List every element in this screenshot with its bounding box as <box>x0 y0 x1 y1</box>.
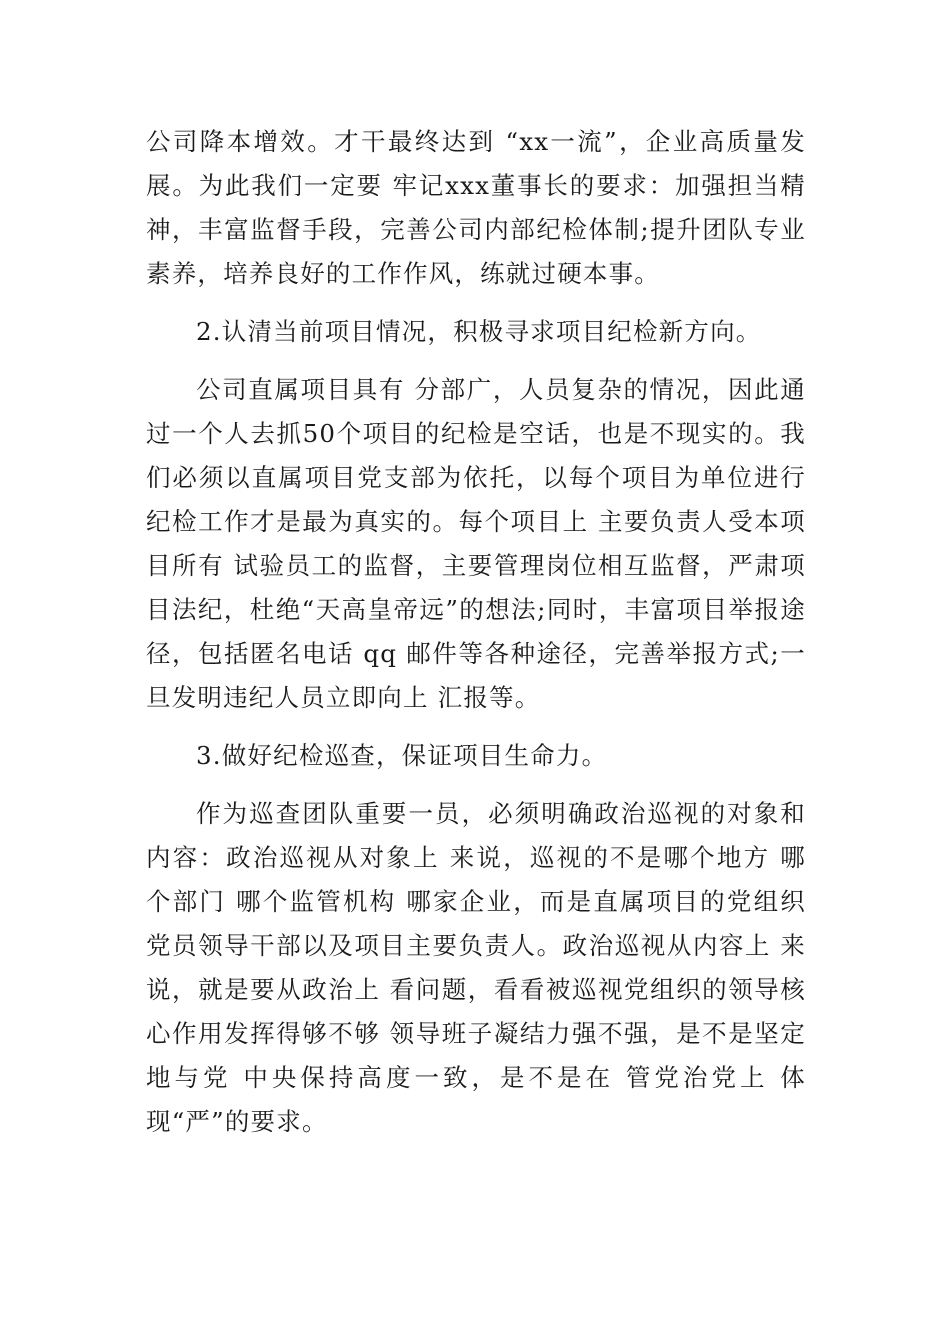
document-page <box>146 120 806 1144</box>
section-heading-3: 3.做好纪检巡查，保证项目生命力。 <box>196 741 608 770</box>
paragraph-inspection: 作为巡查团队重要一员，必须明确政治巡视的对象和内容：政治巡视从对象上 来说，巡视的不是哪个地方 哪个部门 哪个监管机构 哪家企业，而是直属项目的党组织党员领导干部以及项目主要负责人。政治巡视从内容上 来说，就是要从政治上 看问题，看看被巡视党组织的领导核心作用发挥得够不够 领导班子凝结力强不强，是不是坚定地与党 中央保持高度一致，是不是在 管党治党上 体现“严”的要求。 <box>146 799 806 1136</box>
paragraph-project-situation: 公司直属项目具有 分部广，人员复杂的情况，因此通过一个人去抓50个项目的纪检是空话，也是不现实的。我们必须以直属项目党支部为依托，以每个项目为单位进行纪检工作才是最为真实的。每个项目上 主要负责人受本项目所有 试验员工的监督，主要管理岗位相互监督，严肃项目法纪，杜绝“天高皇帝远”的想法;同时，丰富项目举报途径，包括匿名电话 qq 邮件等各种途径，完善举报方式;一旦发明违纪人员立即向上 汇报等。 <box>146 375 806 712</box>
paragraph-intro: 公司降本增效。才干最终达到 “xx一流”，企业高质量发展。为此我们一定要 牢记xxx董事长的要求：加强担当精神，丰富监督手段，完善公司内部纪检体制;提升团队专业素养，培养良好的工作作风，练就过硬本事。 <box>146 127 806 288</box>
section-heading-2: 2.认清当前项目情况，积极寻求项目纪检新方向。 <box>196 317 762 346</box>
